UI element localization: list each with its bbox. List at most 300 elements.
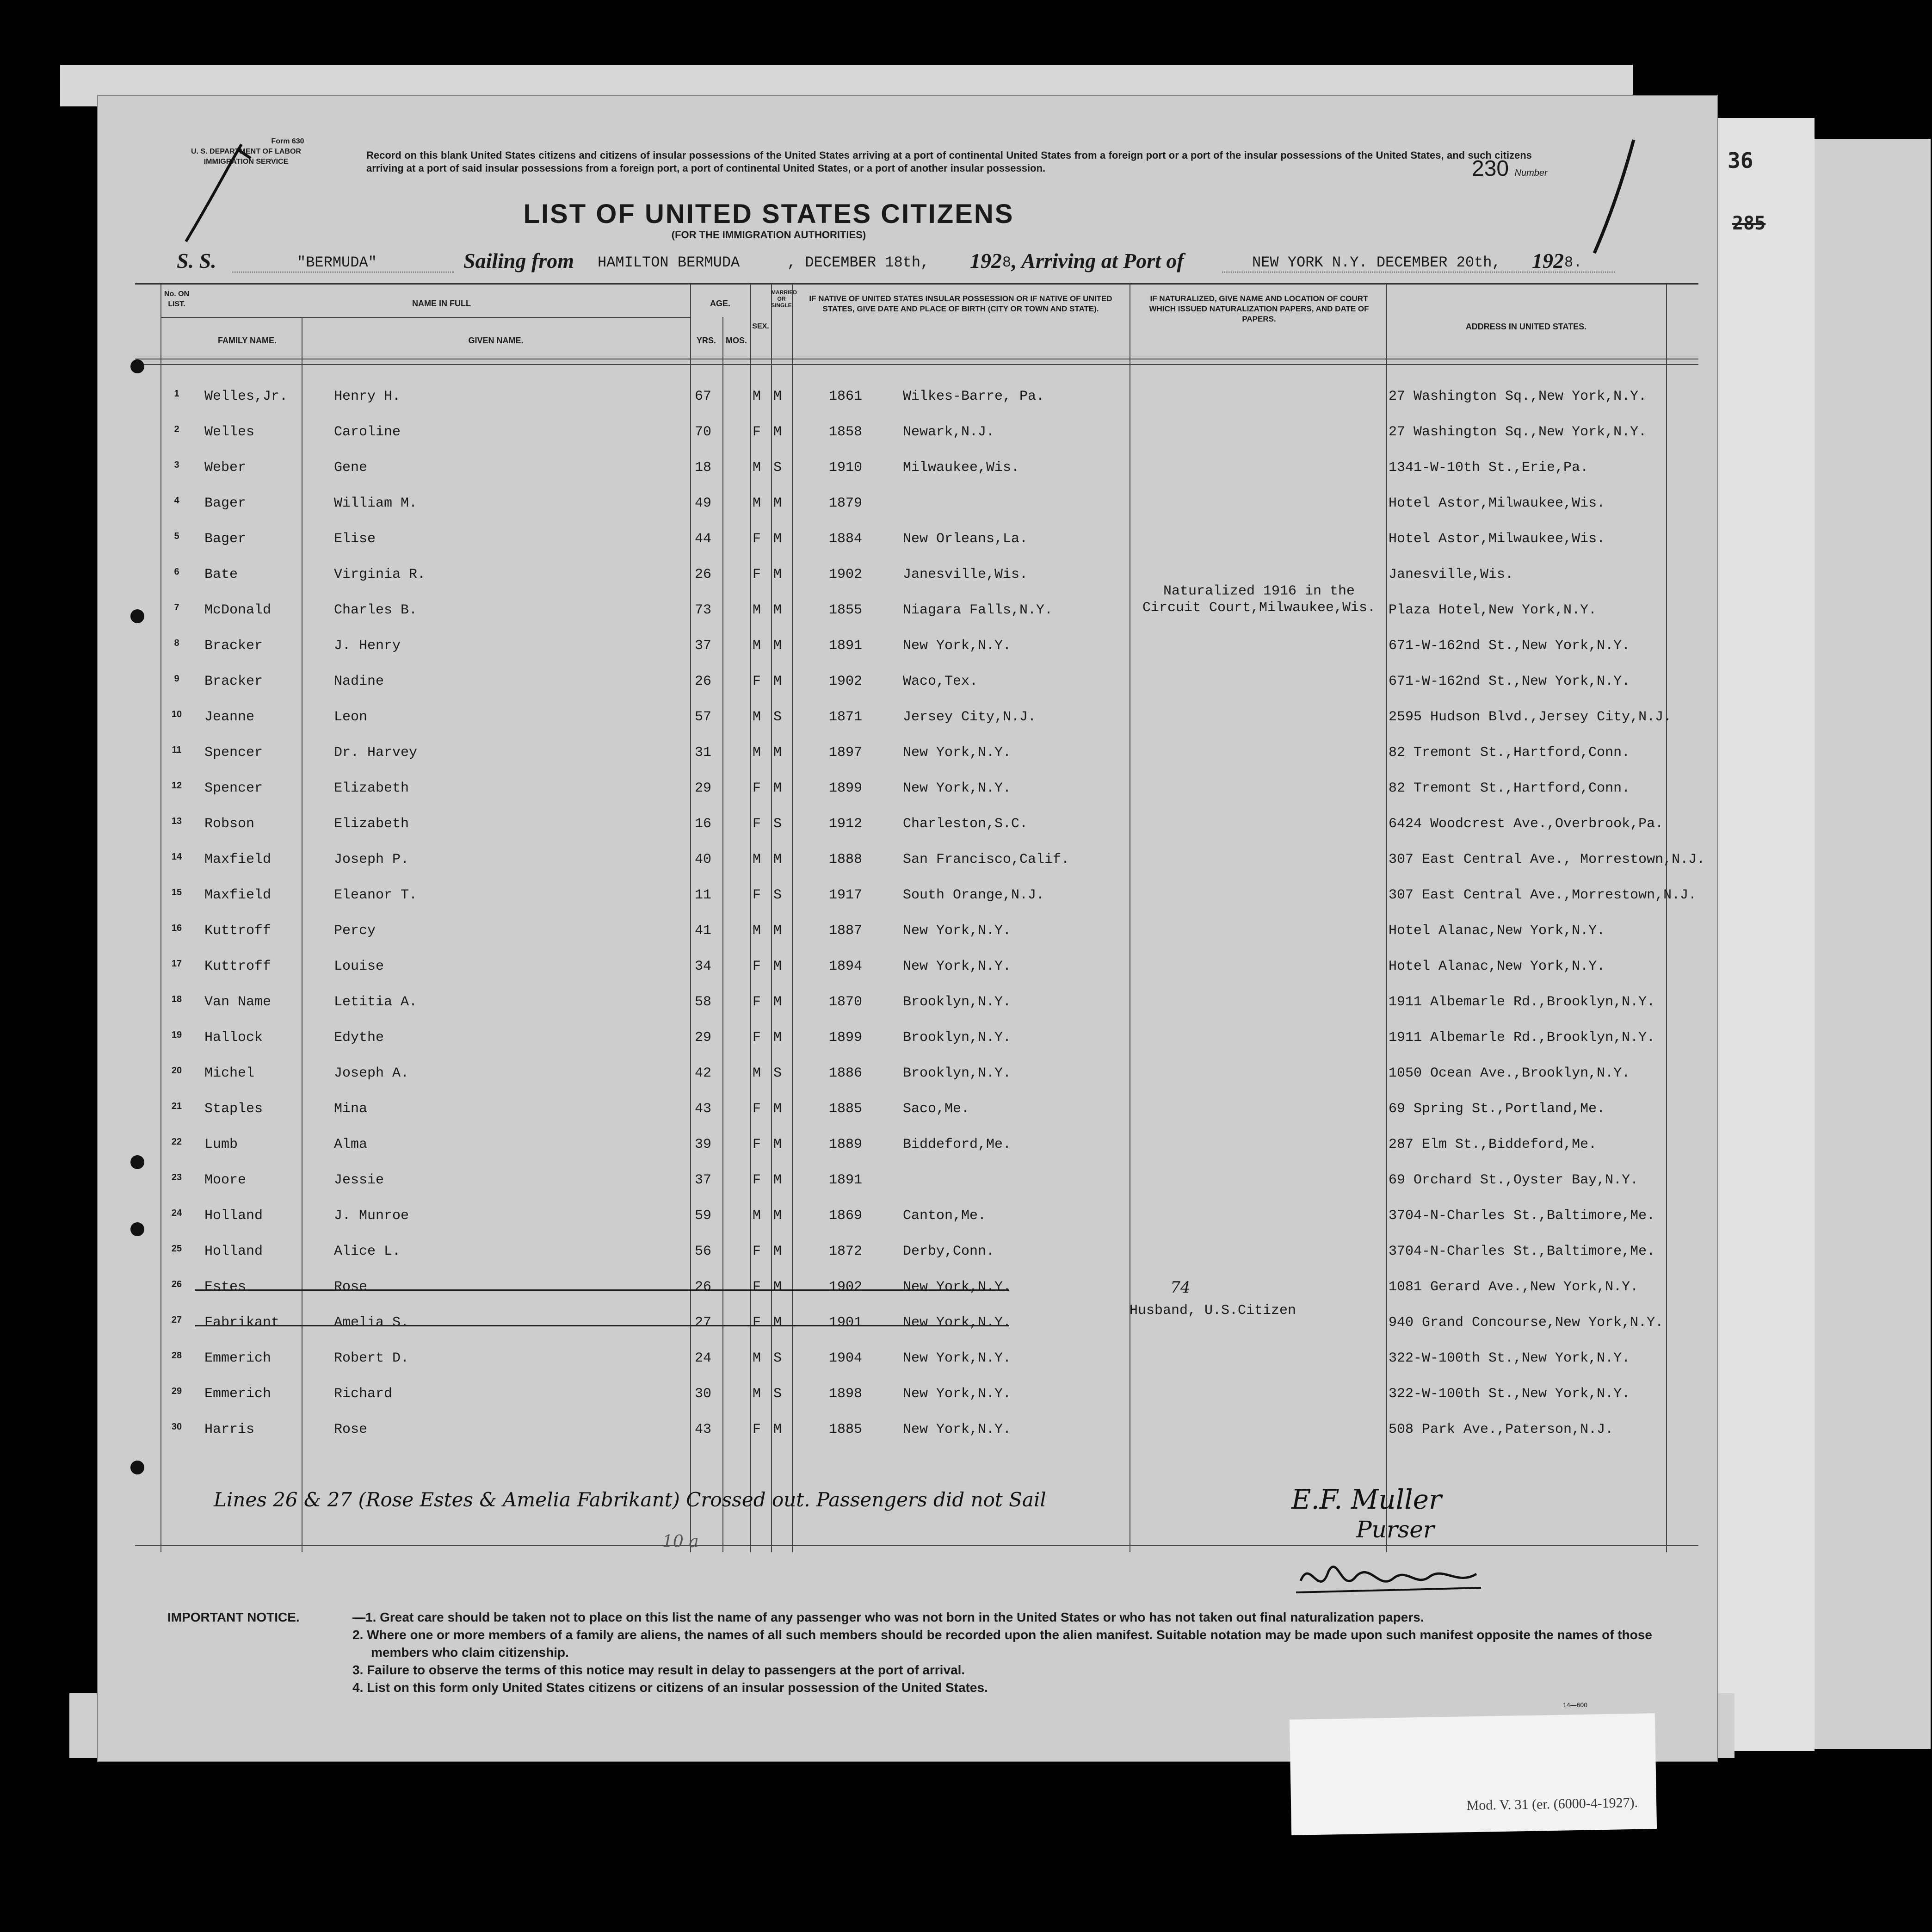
cell-place: New York,N.Y.	[903, 638, 1012, 654]
cell-no: 16	[171, 923, 182, 933]
col-family-name: FAMILY NAME.	[217, 336, 277, 345]
cell-place: Wilkes-Barre, Pa.	[903, 389, 1045, 404]
cell-given: Rose	[334, 1279, 368, 1295]
cell-sex: M	[753, 1208, 761, 1224]
purser-title: Purser	[1356, 1516, 1434, 1543]
cell-age: 31	[695, 745, 712, 761]
cell-no: 14	[171, 852, 182, 862]
cell-year: 1902	[829, 1279, 863, 1295]
cell-year: 1899	[829, 780, 863, 796]
cell-given: Elizabeth	[334, 780, 409, 796]
cell-family: Maxfield	[204, 852, 272, 867]
cell-address: 3704-N-Charles St.,Baltimore,Me.	[1389, 1244, 1655, 1259]
cell-given: Henry H.	[334, 389, 401, 404]
cell-given: Joseph A.	[334, 1065, 409, 1081]
cell-place: Charleston,S.C.	[903, 816, 1028, 832]
cell-family: Emmerich	[204, 1386, 272, 1402]
cell-sex: M	[753, 1065, 761, 1081]
cell-no: 25	[171, 1244, 182, 1254]
cell-address: 3704-N-Charles St.,Baltimore,Me.	[1389, 1208, 1655, 1224]
cell-no: 12	[171, 780, 182, 791]
cell-ms: M	[773, 567, 782, 582]
cell-sex: M	[753, 460, 761, 476]
cell-age: 40	[695, 852, 712, 867]
cell-place: Brooklyn,N.Y.	[903, 1030, 1012, 1046]
cell-ms: M	[773, 780, 782, 796]
cell-age: 30	[695, 1386, 712, 1402]
table-row	[135, 1422, 1698, 1449]
notice-item: 4. List on this form only United States citizens or citizens of an insular possession of the United States.	[352, 1680, 988, 1695]
cell-ms: M	[773, 638, 782, 654]
cell-ms: M	[773, 1315, 782, 1331]
cell-ms: M	[773, 389, 782, 404]
cell-year: 1894	[829, 959, 863, 974]
cell-ms: S	[773, 1386, 782, 1402]
cell-ms: M	[773, 1208, 782, 1224]
cell-family: Bracker	[204, 638, 263, 654]
table-row	[135, 1065, 1698, 1093]
sailing-label: Sailing from	[463, 249, 574, 272]
cell-sex: F	[753, 531, 761, 547]
cell-no: 15	[171, 887, 182, 898]
cell-place: Jersey City,N.J.	[903, 709, 1037, 725]
cell-no: 7	[174, 602, 179, 613]
table-row	[135, 1172, 1698, 1200]
cell-address: 82 Tremont St.,Hartford,Conn.	[1389, 745, 1630, 761]
header-rule	[135, 364, 1698, 365]
cell-age: 43	[695, 1422, 712, 1437]
table-row	[135, 495, 1698, 523]
cell-ms: M	[773, 674, 782, 689]
cell-family: Estes	[204, 1279, 247, 1295]
table-row	[135, 780, 1698, 808]
ship-name: "BERMUDA"	[297, 254, 377, 271]
cell-given: Amelia S.	[334, 1315, 409, 1331]
cell-place: Janesville,Wis.	[903, 567, 1028, 582]
inspector-signature	[1291, 1553, 1486, 1604]
cell-age: 27	[695, 1315, 712, 1331]
cell-age: 11	[695, 887, 712, 903]
col-naturalized: IF NATURALIZED, GIVE NAME AND LOCATION OF COURT WHICH ISSUED NATURALIZATION PAPERS, AND DATE OF PAPERS.	[1149, 294, 1369, 323]
notice-item: —1. Great care should be taken not to place on this list the name of any passenger who was not born in the United States or who has not taken out final naturalization papers.	[352, 1610, 1424, 1624]
cell-no: 17	[171, 959, 182, 969]
cell-sex: F	[753, 959, 761, 974]
from-port: HAMILTON BERMUDA	[598, 254, 740, 271]
cell-sex: F	[753, 1101, 761, 1117]
cell-year: 1886	[829, 1065, 863, 1081]
naturalization-note-line1: Naturalized 1916 in the	[1163, 583, 1355, 599]
cell-address: 1050 Ocean Ave.,Brooklyn,N.Y.	[1389, 1065, 1630, 1081]
cell-place: Derby,Conn.	[903, 1244, 995, 1259]
col-name-in-full: NAME IN FULL	[412, 299, 471, 308]
cell-age: 29	[695, 1030, 712, 1046]
pencil-mark: 10 a	[662, 1532, 699, 1551]
cell-sex: M	[753, 745, 761, 761]
table-row	[135, 1386, 1698, 1414]
col-sex: SEX.	[752, 322, 769, 330]
cell-family: Welles,Jr.	[204, 389, 288, 404]
cell-given: Percy	[334, 923, 376, 939]
cell-given: Leon	[334, 709, 368, 725]
cell-ms: M	[773, 959, 782, 974]
cell-no: 18	[171, 994, 182, 1004]
arrival-year: 8.	[1564, 254, 1582, 271]
table-row	[135, 1315, 1698, 1343]
cell-age: 70	[695, 424, 712, 440]
cell-no: 24	[171, 1208, 182, 1218]
sail-date: , DECEMBER 18th,	[787, 254, 930, 271]
cell-year: 1870	[829, 994, 863, 1010]
cell-family: Maxfield	[204, 887, 272, 903]
list-number-value: 230	[1472, 156, 1509, 181]
cell-sex: F	[753, 1279, 761, 1295]
cell-ms: M	[773, 1101, 782, 1117]
cell-sex: F	[753, 780, 761, 796]
table-row	[135, 567, 1698, 594]
cell-year: 1917	[829, 887, 863, 903]
cell-family: Welles	[204, 424, 255, 440]
cell-age: 34	[695, 959, 712, 974]
cell-year: 1891	[829, 1172, 863, 1188]
cell-address: 1911 Albemarle Rd.,Brooklyn,N.Y.	[1389, 994, 1655, 1010]
cell-address: 940 Grand Concourse,New York,N.Y.	[1389, 1315, 1664, 1331]
cell-year: 1902	[829, 567, 863, 582]
cell-year: 1885	[829, 1422, 863, 1437]
cell-given: Caroline	[334, 424, 401, 440]
cell-sex: F	[753, 424, 761, 440]
cell-no: 22	[171, 1137, 182, 1147]
cell-address: 671-W-162nd St.,New York,N.Y.	[1389, 638, 1630, 654]
cell-place: South Orange,N.J.	[903, 887, 1045, 903]
punch-hole	[130, 609, 144, 623]
form-number: Form 630	[271, 137, 304, 145]
cell-no: 20	[171, 1065, 182, 1076]
table-row	[135, 1137, 1698, 1164]
naturalization-note-line2: Circuit Court,Milwaukee,Wis.	[1142, 600, 1376, 616]
citizens-list-form	[97, 95, 1718, 1762]
cell-address: 69 Orchard St.,Oyster Bay,N.Y.	[1389, 1172, 1639, 1188]
cell-sex: M	[753, 1350, 761, 1366]
cell-no: 23	[171, 1172, 182, 1183]
cell-ms: M	[773, 923, 782, 939]
side-number-285: 285	[1732, 213, 1766, 234]
cell-no: 19	[171, 1030, 182, 1040]
cell-place: Brooklyn,N.Y.	[903, 1065, 1012, 1081]
cell-address: 1081 Gerard Ave.,New York,N.Y.	[1389, 1279, 1639, 1295]
cell-address: 27 Washington Sq.,New York,N.Y.	[1389, 389, 1647, 404]
list-number	[1472, 156, 1548, 181]
cell-year: 1910	[829, 460, 863, 476]
cell-sex: F	[753, 816, 761, 832]
col-given-name: GIVEN NAME.	[468, 336, 524, 345]
cell-sex: F	[753, 1030, 761, 1046]
cell-no: 2	[174, 424, 179, 434]
cell-address: Plaza Hotel,New York,N.Y.	[1389, 602, 1597, 618]
side-number-36: 36	[1728, 148, 1753, 173]
cell-ms: S	[773, 1350, 782, 1366]
cell-year: 1879	[829, 495, 863, 511]
service-label: IMMIGRATION SERVICE	[204, 158, 289, 166]
crossed-out-note: Lines 26 & 27 (Rose Estes & Amelia Fabrikant) Crossed out. Passengers did not Sail	[214, 1488, 1046, 1511]
cell-family: Lumb	[204, 1137, 238, 1152]
cell-address: Hotel Alanac,New York,N.Y.	[1389, 923, 1605, 939]
cell-no: 9	[174, 674, 179, 684]
table-bottom-rule	[135, 1545, 1698, 1546]
cell-given: Charles B.	[334, 602, 418, 618]
cell-family: Weber	[204, 460, 247, 476]
cell-place: New York,N.Y.	[903, 1279, 1012, 1295]
punch-hole	[130, 1222, 144, 1236]
cell-no: 6	[174, 567, 179, 577]
cell-given: Rose	[334, 1422, 368, 1437]
cell-given: Mina	[334, 1101, 368, 1117]
record-instructions: Record on this blank United States citizens and citizens of insular possessions of the United States arriving at a port of continental United States from a foreign port or a port of the insular possessions of the United States, and such citizens arriving at a port of said insular possessions from a foreign port, a port of continental United States, or a port of another insular possession.	[366, 149, 1532, 174]
cell-age: 18	[695, 460, 712, 476]
cell-ms: M	[773, 1172, 782, 1188]
cell-place: New York,N.Y.	[903, 959, 1012, 974]
cell-place: New York,N.Y.	[903, 923, 1012, 939]
cell-sex: M	[753, 1386, 761, 1402]
cell-given: J. Munroe	[334, 1208, 409, 1224]
cell-year: 1889	[829, 1137, 863, 1152]
table-row	[135, 460, 1698, 488]
cell-family: Moore	[204, 1172, 247, 1188]
cell-year: 1887	[829, 923, 863, 939]
tag-slip	[1290, 1713, 1657, 1835]
cell-address: 671-W-162nd St.,New York,N.Y.	[1389, 674, 1630, 689]
punch-hole	[130, 1155, 144, 1169]
cell-no: 21	[171, 1101, 182, 1111]
cell-place: New York,N.Y.	[903, 1422, 1012, 1437]
ss-label: S. S.	[177, 249, 216, 272]
cell-place: Newark,N.J.	[903, 424, 995, 440]
cell-year: 1901	[829, 1315, 863, 1331]
cell-given: Nadine	[334, 674, 384, 689]
cell-age: 26	[695, 567, 712, 582]
notice-items	[352, 1609, 1694, 1697]
table-row	[135, 389, 1698, 416]
cell-year: 1899	[829, 1030, 863, 1046]
cell-ms: S	[773, 709, 782, 725]
cell-place: Biddeford,Me.	[903, 1137, 1012, 1152]
cell-ms: M	[773, 1137, 782, 1152]
cell-age: 67	[695, 389, 712, 404]
table-row	[135, 531, 1698, 559]
cell-given: Alice L.	[334, 1244, 401, 1259]
cell-sex: F	[753, 1137, 761, 1152]
cell-family: Kuttroff	[204, 959, 272, 974]
passenger-table	[135, 283, 1705, 1552]
notice-item: 3. Failure to observe the terms of this notice may result in delay to passengers at the port of arrival.	[352, 1663, 965, 1677]
cell-sex: M	[753, 389, 761, 404]
cell-ms: S	[773, 816, 782, 832]
cell-ms: M	[773, 424, 782, 440]
table-row	[135, 424, 1698, 452]
table-row	[135, 1208, 1698, 1236]
cell-no: 13	[171, 816, 182, 826]
cell-year: 1872	[829, 1244, 863, 1259]
table-row	[135, 674, 1698, 701]
table-row	[135, 816, 1698, 844]
cell-given: Elise	[334, 531, 376, 547]
cell-address: 1341-W-10th St.,Erie,Pa.	[1389, 460, 1589, 476]
table-row	[135, 994, 1698, 1022]
table-row	[135, 745, 1698, 773]
cell-given: Richard	[334, 1386, 393, 1402]
punch-hole	[130, 1461, 144, 1474]
cell-year: 1858	[829, 424, 863, 440]
cell-family: Van Name	[204, 994, 272, 1010]
cell-year: 1861	[829, 389, 863, 404]
notice-item: 2. Where one or more members of a family are aliens, the names of all such members should be recorded upon the alien manifest. Suitable notation may be made upon such manifest opposite the names of those members who claim citizenship.	[352, 1628, 1652, 1660]
cell-family: Spencer	[204, 780, 263, 796]
table-row	[135, 852, 1705, 879]
cell-sex: F	[753, 567, 761, 582]
cell-family: Robson	[204, 816, 255, 832]
cell-given: Dr. Harvey	[334, 745, 418, 761]
cell-age: 26	[695, 1279, 712, 1295]
cell-given: William M.	[334, 495, 418, 511]
cell-no: 26	[171, 1279, 182, 1289]
cell-given: Jessie	[334, 1172, 384, 1188]
cell-place: Brooklyn,N.Y.	[903, 994, 1012, 1010]
cell-address: 287 Elm St.,Biddeford,Me.	[1389, 1137, 1597, 1152]
cell-ms: M	[773, 531, 782, 547]
cell-sex: M	[753, 602, 761, 618]
arrival-port: NEW YORK N.Y. DECEMBER 20th,	[1252, 254, 1501, 271]
table-row	[135, 887, 1698, 915]
check-mark	[1578, 137, 1643, 258]
cell-address: 2595 Hudson Blvd.,Jersey City,N.J.	[1389, 709, 1672, 725]
cell-no: 3	[174, 460, 179, 470]
cell-ms: M	[773, 994, 782, 1010]
cell-address: 82 Tremont St.,Hartford,Conn.	[1389, 780, 1630, 796]
cell-no: 29	[171, 1386, 182, 1396]
cell-address: Janesville,Wis.	[1389, 567, 1514, 582]
cell-ms: M	[773, 602, 782, 618]
list-number-label: Number	[1514, 168, 1548, 178]
cell-place: New York,N.Y.	[903, 745, 1012, 761]
arriving-label: , Arriving at Port of	[1012, 249, 1184, 272]
cell-place: Saco,Me.	[903, 1101, 970, 1117]
header-rule	[160, 317, 690, 318]
cell-address: 6424 Woodcrest Ave.,Overbrook,Pa.	[1389, 816, 1664, 832]
table-row	[135, 1030, 1698, 1058]
table-row	[135, 1350, 1698, 1378]
cell-given: Letitia A.	[334, 994, 418, 1010]
cell-given: Robert D.	[334, 1350, 409, 1366]
cell-address: 508 Park Ave.,Paterson,N.J.	[1389, 1422, 1614, 1437]
cell-given: Joseph P.	[334, 852, 409, 867]
cell-given: Louise	[334, 959, 384, 974]
cell-no: 5	[174, 531, 179, 541]
cell-sex: F	[753, 674, 761, 689]
cell-sex: F	[753, 1422, 761, 1437]
cell-sex: F	[753, 994, 761, 1010]
cell-age: 56	[695, 1244, 712, 1259]
cell-address: 69 Spring St.,Portland,Me.	[1389, 1101, 1605, 1117]
cell-year: 1904	[829, 1350, 863, 1366]
cell-given: Gene	[334, 460, 368, 476]
cell-no: 10	[171, 709, 182, 719]
cell-year: 1891	[829, 638, 863, 654]
cell-ms: S	[773, 1065, 782, 1081]
cell-age: 37	[695, 638, 712, 654]
cell-place: New York,N.Y.	[903, 1386, 1012, 1402]
cell-place: Niagara Falls,N.Y.	[903, 602, 1053, 618]
cell-no: 4	[174, 495, 179, 506]
cell-place: New York,N.Y.	[903, 780, 1012, 796]
col-no: No. ON LIST.	[164, 290, 190, 308]
notice-heading: IMPORTANT NOTICE.	[167, 1610, 300, 1624]
cell-year: 1898	[829, 1386, 863, 1402]
punch-hole	[130, 359, 144, 373]
table-row	[135, 959, 1698, 986]
col-mos: MOS.	[725, 336, 747, 345]
cell-address: 322-W-100th St.,New York,N.Y.	[1389, 1350, 1630, 1366]
cell-family: Kuttroff	[204, 923, 272, 939]
cell-year: 1885	[829, 1101, 863, 1117]
cell-place: Milwaukee,Wis.	[903, 460, 1020, 476]
cell-no: 8	[174, 638, 179, 648]
cell-age: 26	[695, 674, 712, 689]
cell-no: 1	[174, 389, 179, 399]
cell-family: Holland	[204, 1208, 263, 1224]
cell-place: Canton,Me.	[903, 1208, 987, 1224]
cell-no: 11	[172, 745, 182, 755]
cell-sex: M	[753, 923, 761, 939]
voyage-line	[172, 248, 1698, 276]
cell-place: New York,N.Y.	[903, 1315, 1012, 1331]
cell-address: 322-W-100th St.,New York,N.Y.	[1389, 1386, 1630, 1402]
naturalization-note	[1139, 583, 1379, 616]
purser-signature: E.F. Muller	[1291, 1484, 1442, 1515]
cell-age: 73	[695, 602, 712, 618]
cell-sex: F	[753, 1172, 761, 1188]
table-row	[135, 602, 1698, 630]
cell-given: J. Henry	[334, 638, 401, 654]
cell-family: Harris	[204, 1422, 255, 1437]
cell-address: 27 Washington Sq.,New York,N.Y.	[1389, 424, 1647, 440]
cell-age: 39	[695, 1137, 712, 1152]
col-age: AGE.	[710, 299, 730, 308]
cell-family: Holland	[204, 1244, 263, 1259]
cell-address: 307 East Central Ave., Morrestown,N.J.	[1389, 852, 1705, 867]
cell-address: 307 East Central Ave.,Morrestown,N.J.	[1389, 887, 1697, 903]
cell-sex: M	[753, 638, 761, 654]
cell-sex: F	[753, 1244, 761, 1259]
cell-family: Emmerich	[204, 1350, 272, 1366]
cell-age: 58	[695, 994, 712, 1010]
cell-place: Waco,Tex.	[903, 674, 978, 689]
cell-family: Bager	[204, 531, 247, 547]
cell-family: Bate	[204, 567, 238, 582]
sail-year: 8	[1002, 254, 1012, 271]
cell-place: New York,N.Y.	[903, 1350, 1012, 1366]
cell-age: 37	[695, 1172, 712, 1188]
cell-given: Elizabeth	[334, 816, 409, 832]
table-row	[135, 1279, 1698, 1307]
col-yrs: YRS.	[696, 336, 716, 345]
col-birth: IF NATIVE OF UNITED STATES INSULAR POSSESSION OR IF NATIVE OF UNITED STATES, GIVE DATE AND PLACE OF BIRTH (CITY OR TOWN AND STATE).	[809, 294, 1112, 313]
cell-given: Alma	[334, 1137, 368, 1152]
cell-age: 42	[695, 1065, 712, 1081]
cell-age: 41	[695, 923, 712, 939]
husband-mark: 74	[1170, 1278, 1191, 1297]
cell-family: Fabrikant	[204, 1315, 280, 1331]
cell-age: 49	[695, 495, 712, 511]
cell-sex: F	[753, 1315, 761, 1331]
